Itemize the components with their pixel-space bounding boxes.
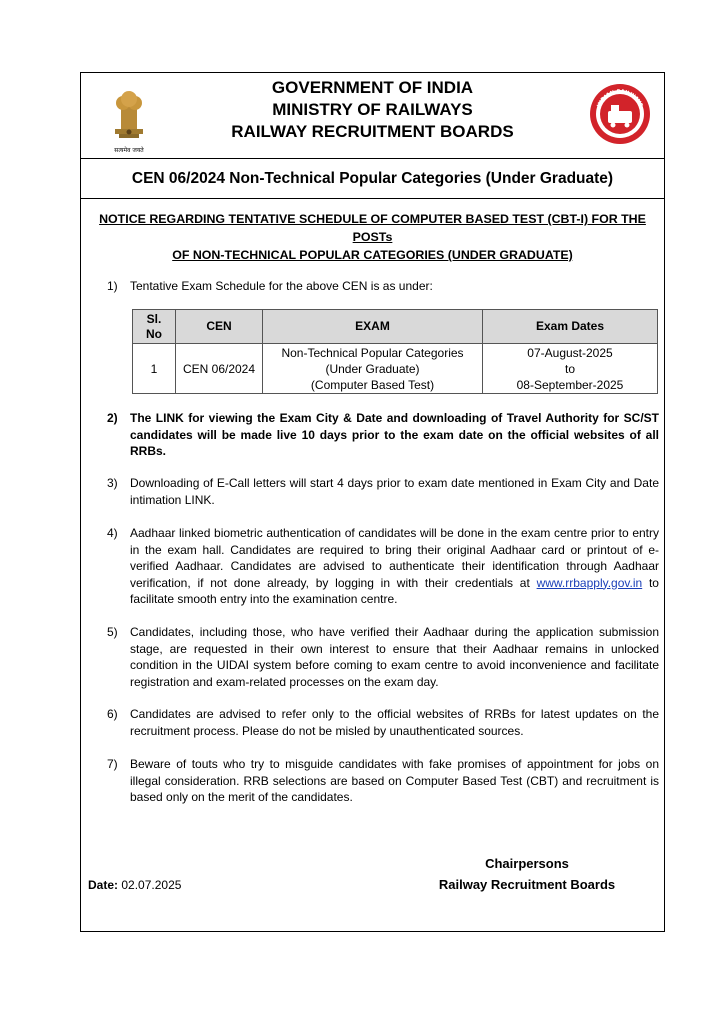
col-header-exam: EXAM: [263, 310, 483, 344]
letterhead: [81, 73, 664, 159]
list-item: [107, 624, 659, 690]
rrbapply-link[interactable]: www.rrbapply.gov.in: [536, 575, 643, 590]
list-item: [107, 706, 659, 739]
item-number: 3): [107, 476, 118, 490]
item-text: Aadhaar linked biometric authentication of candidates will be done in the exam centre prior to entry in the exam hall. Candidates are required to bring their original Aadhaar card or printout of e-verified Aadhaar. Candidates are advised to authenticate their identification through Aadhaar verification, if not done already, by logging in with their credentials at www.rrbapply.gov.in to facilitate smooth entry into the examination centre.: [130, 526, 659, 606]
item-number: 1): [107, 279, 118, 293]
date-label: Date:: [88, 878, 119, 892]
notice-heading-line2: OF NON-TECHNICAL POPULAR CATEGORIES (UNDER GRADUATE): [172, 248, 573, 262]
notice-heading-line1: NOTICE REGARDING TENTATIVE SCHEDULE OF COMPUTER BASED TEST (CBT-I) FOR THE POSTs: [99, 212, 646, 244]
cell-exam: Non-Technical Popular Categories (Under Graduate) (Computer Based Test): [263, 344, 483, 394]
cell-dates: 07-August-2025 to 08-September-2025: [483, 344, 658, 394]
signatory-title: Chairpersons: [485, 856, 569, 871]
state-emblem-icon: [105, 85, 153, 154]
list-item: [107, 756, 659, 806]
exam-schedule-table: [132, 309, 658, 394]
list-item: [107, 475, 659, 508]
item-number: 2): [107, 411, 118, 425]
header-boards: RAILWAY RECRUITMENT BOARDS: [231, 122, 514, 141]
col-header-slno: Sl. No: [133, 310, 176, 344]
col-header-cen: CEN: [176, 310, 263, 344]
col-header-dates: Exam Dates: [483, 310, 658, 344]
notice-date: [88, 878, 181, 892]
indian-railways-logo-icon: [589, 83, 651, 145]
table-row: [133, 344, 658, 394]
cell-slno: 1: [133, 344, 176, 394]
notice-frame: [80, 72, 665, 932]
item-text: Beware of touts who try to misguide candidates with fake promises of appointment for jobs on illegal consideration. RRB selections are based on Computer Based Test (CBT) and recruitment is based only on the merit of the candidates.: [130, 757, 659, 804]
header-ministry: MINISTRY OF RAILWAYS: [272, 100, 473, 119]
signatory-org: Railway Recruitment Boards: [438, 877, 616, 892]
item-text: Candidates, including those, who have verified their Aadhaar during the application submission stage, are requested in their own interest to ensure that their Aadhaar remains in unlocked condition in the UIDAI system before coming to exam centre to avoid inconvenience and facilitate registration and exam-related processes on the exam day.: [130, 625, 659, 689]
table-header-row: [133, 310, 658, 344]
emblem-caption: सत्यमेव जयते: [114, 147, 144, 154]
signature-block: [427, 853, 627, 895]
item-text: The LINK for viewing the Exam City & Date and downloading of Travel Authority for SC/ST candidates will be made live 10 days prior to the exam date on the official websites of all RRBs.: [130, 411, 659, 458]
item-text: Downloading of E-Call letters will start 4 days prior to exam date mentioned in Exam City and Date intimation LINK.: [130, 476, 659, 507]
date-value: 02.07.2025: [121, 878, 182, 892]
item-number: 4): [107, 526, 118, 540]
letterhead-titles: [171, 77, 574, 143]
item-text: Tentative Exam Schedule for the above CEN is as under:: [130, 279, 433, 293]
header-government: GOVERNMENT OF INDIA: [271, 78, 474, 97]
item-number: 6): [107, 707, 118, 721]
list-item: [107, 525, 659, 608]
item-number: 7): [107, 757, 118, 771]
list-item: [107, 410, 659, 460]
list-item: [107, 278, 659, 295]
cen-title: CEN 06/2024 Non-Technical Popular Categories (Under Graduate): [81, 159, 664, 199]
notice-heading: [87, 210, 658, 264]
item-text: Candidates are advised to refer only to the official websites of RRBs for latest updates on the recruitment process. Please do not be misled by unauthenticated sources.: [130, 707, 659, 738]
logo-text: INDIAN RAILWAYS: [596, 88, 644, 109]
cell-cen: CEN 06/2024: [176, 344, 263, 394]
item-number: 5): [107, 625, 118, 639]
